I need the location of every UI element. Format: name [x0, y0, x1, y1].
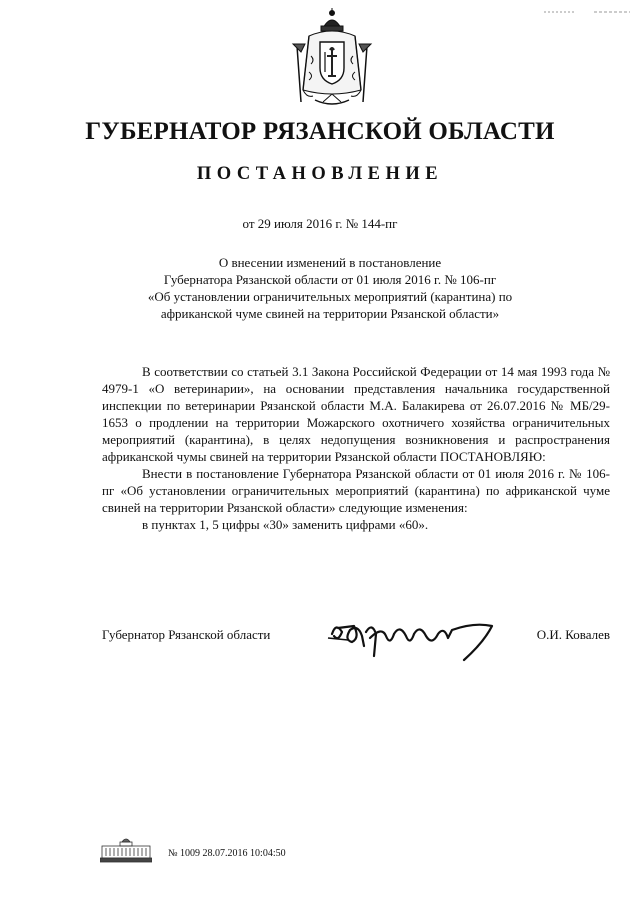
subject-line: О внесении изменений в постановление: [218, 255, 442, 270]
subject-line: африканской чуме свиней на территории Рязанской области»: [160, 306, 500, 321]
document-type: ПОСТАНОВЛЕНИЕ: [196, 164, 444, 184]
signatory-position: Губернатор Рязанской области: [102, 627, 271, 642]
coat-of-arms-icon: [287, 6, 377, 110]
signatory-name: О.И. Ковалев: [536, 627, 610, 642]
registration-stamp: № 1009 28.07.2016 10:04:50: [168, 848, 286, 859]
subject-line: Губернатора Рязанской области от 01 июля 2016 г. № 106-пг: [163, 272, 497, 287]
subject-line: «Об установлении ограничительных мероприятий (карантина) по: [147, 289, 513, 304]
document-title: ГУБЕРНАТОР РЯЗАНСКОЙ ОБЛАСТИ: [85, 118, 555, 145]
handwritten-signature: [324, 612, 504, 664]
government-building-icon: [100, 836, 152, 864]
document-subject: [110, 254, 550, 322]
body-paragraph: Внести в постановление Губернатора Рязанской области от 01 июля 2016 г. № 106-пг «Об установлении ограничительных мероприятий (карантина) по африканской чуме свиней на территории Рязанской области» следующие изменения:: [102, 466, 610, 515]
body-paragraph: В соответствии со статьей 3.1 Закона Российской Федерации от 14 мая 1993 года № 4979-1 «О ветеринарии», на основании представления начальника государственной инспекции по ветеринарии Рязанской области М.А. Балакирева от 26.07.2016 № МБ/29-1653 о продлении на территории Можарского охотничего хозяйства ограничительных мероприятий (карантина), в целях недопущения возникновения и распространения африканской чумы свиней на территории Рязанской области ПОСТАНОВЛЯЮ:: [102, 364, 610, 464]
signature-block: [102, 620, 610, 660]
scan-marks: [544, 10, 630, 14]
body-paragraph: в пунктах 1, 5 цифры «30» заменить цифрами «60».: [142, 517, 429, 532]
document-body: [102, 363, 610, 533]
document-date-number: от 29 июля 2016 г. № 144-пг: [242, 216, 398, 231]
